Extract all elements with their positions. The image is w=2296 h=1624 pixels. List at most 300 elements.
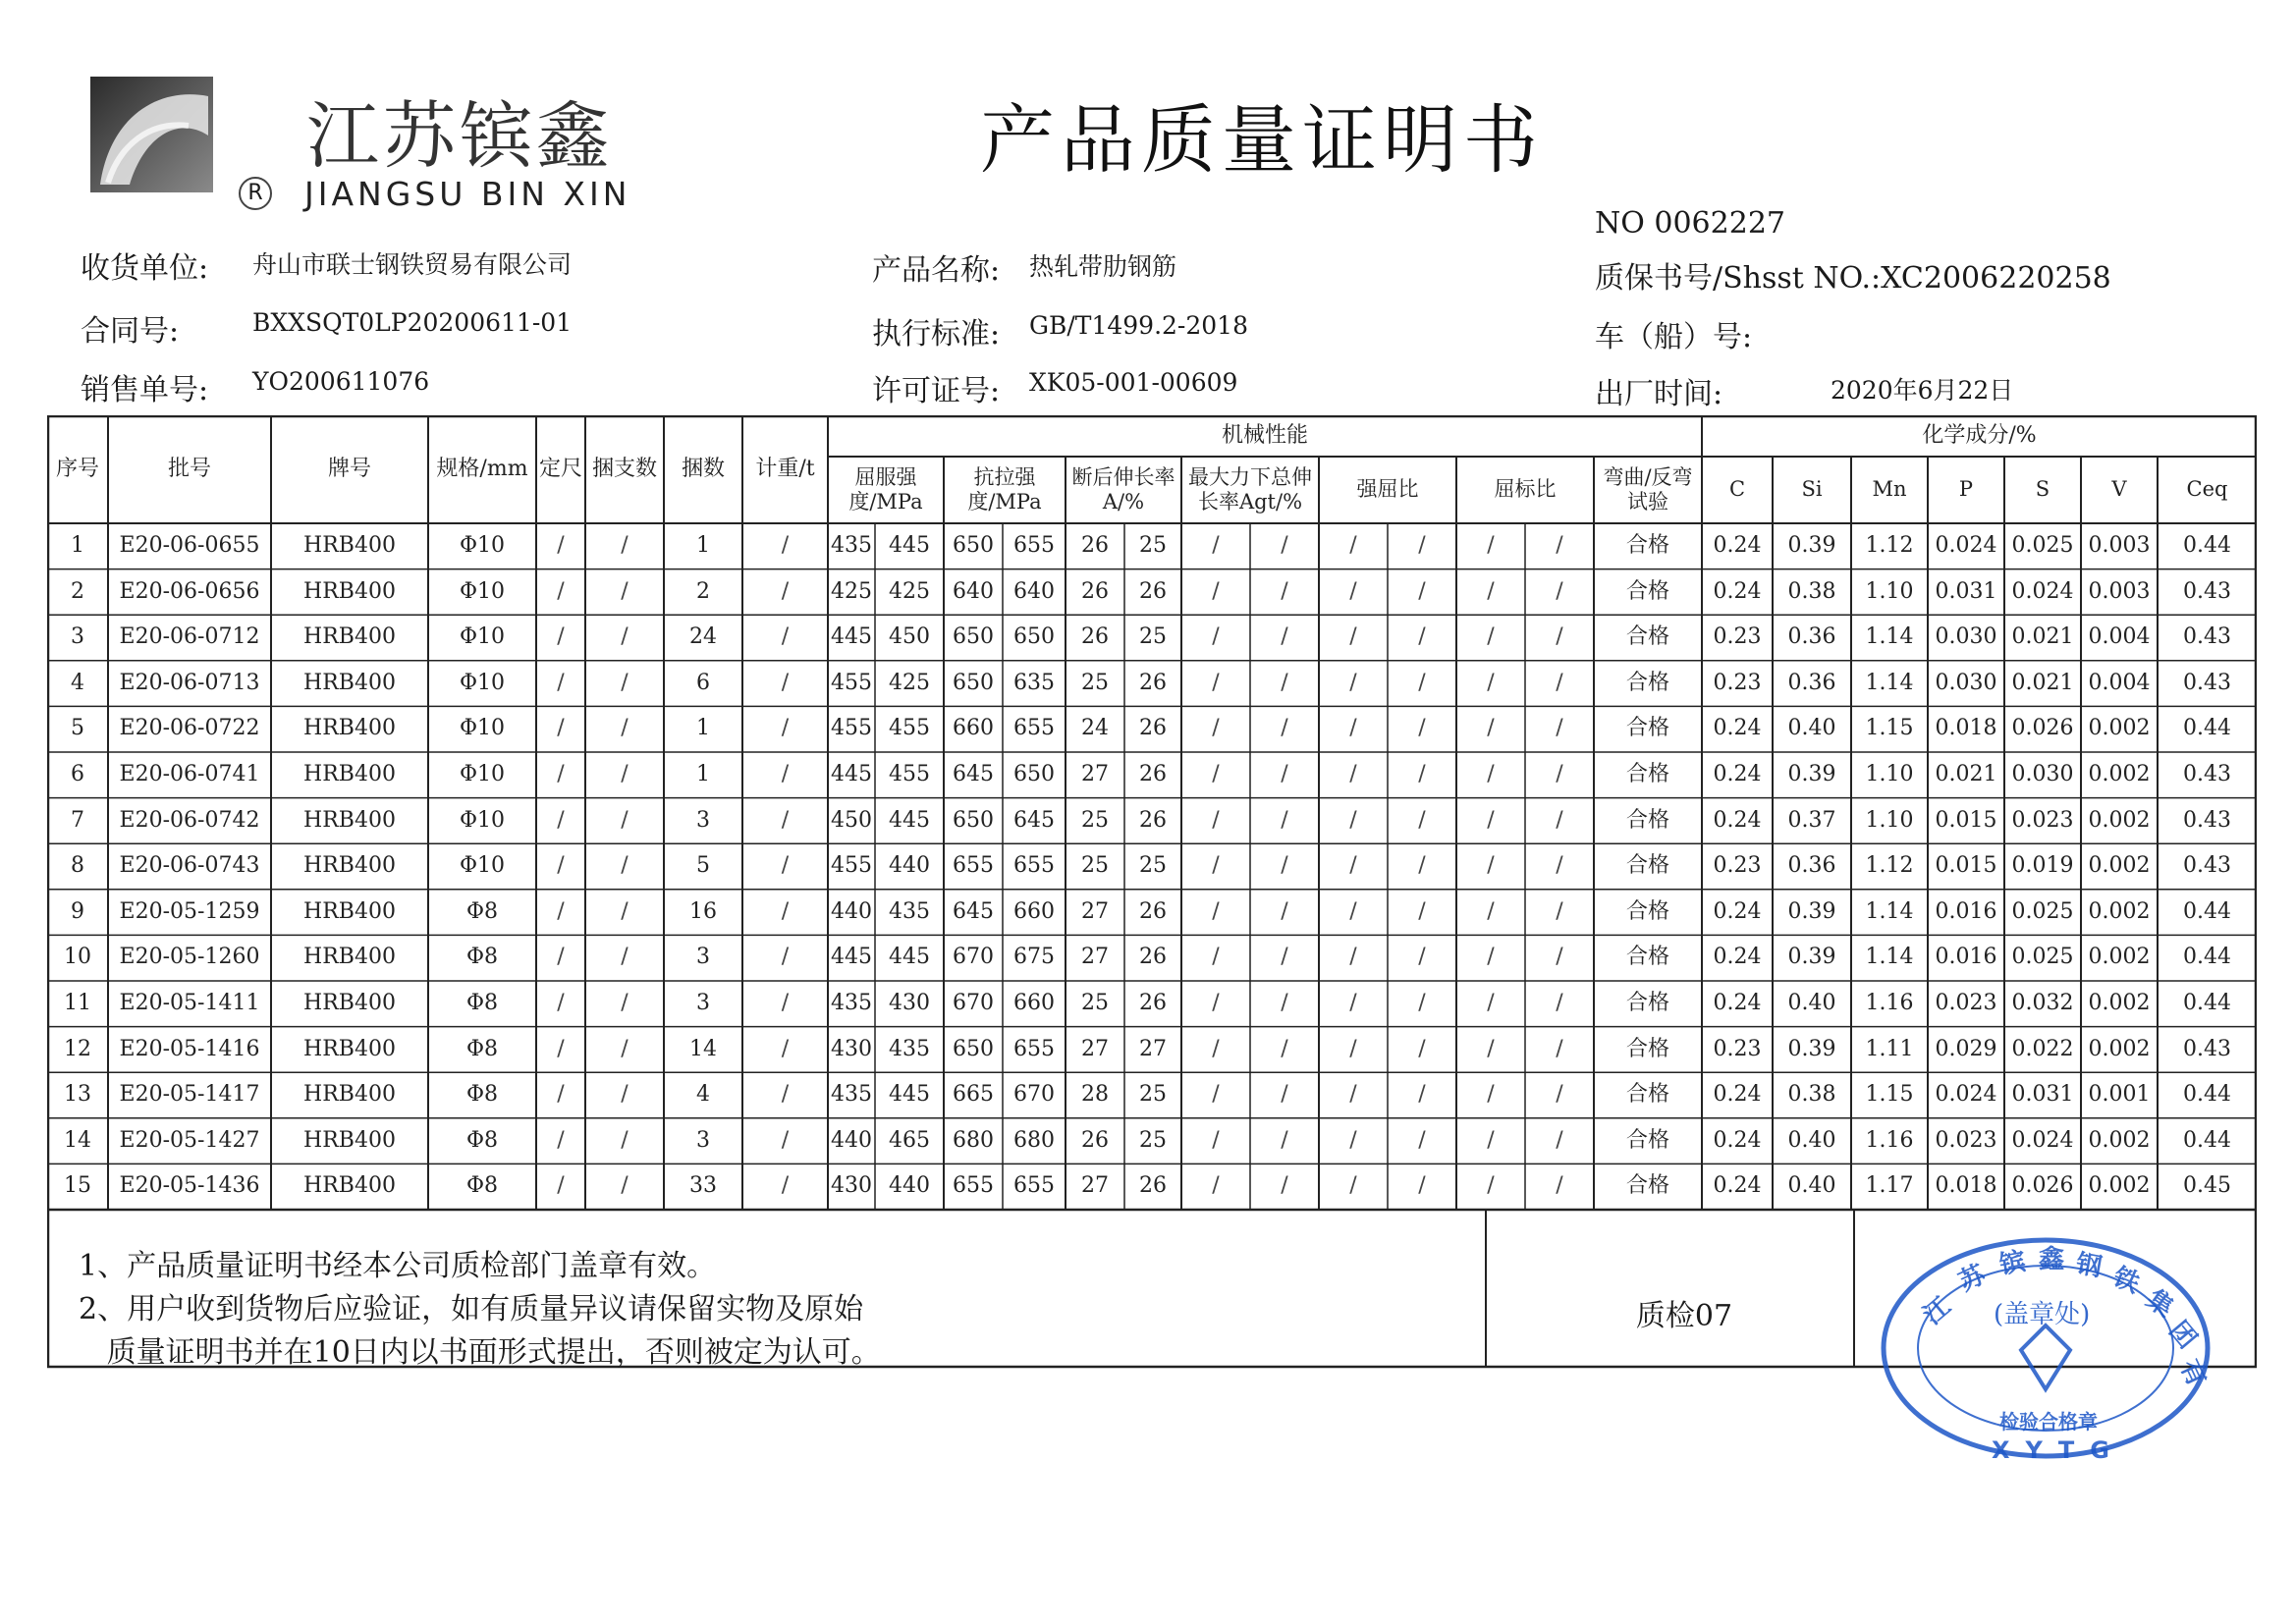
cell-bc: /: [621, 533, 629, 559]
group-header-chemical: 化学成分/%: [1922, 422, 2037, 448]
cell-a1: /: [1212, 670, 1220, 695]
column-header-weight: 计重/t: [755, 456, 815, 481]
cell-bundles: 3: [696, 991, 710, 1016]
cell-y1: 445: [831, 624, 872, 650]
cell-weight: /: [781, 1036, 790, 1061]
cell-e2: 26: [1139, 670, 1167, 695]
cell-Mn: 1.17: [1865, 1173, 1914, 1199]
cell-Ceq: 0.45: [2183, 1173, 2231, 1199]
cell-a2: /: [1281, 991, 1288, 1016]
column-header-tensile: 抗拉强度/MPa: [967, 464, 1042, 514]
svg-text:江: 江: [1918, 1291, 1957, 1331]
cell-V: 0.002: [2088, 716, 2151, 741]
cell-e1: 27: [1081, 1173, 1109, 1199]
cell-e2: 25: [1139, 1127, 1167, 1153]
cell-bend: 合格: [1625, 991, 1669, 1016]
cell-bundles: 3: [696, 807, 710, 833]
cell-fixed: /: [557, 578, 565, 604]
cell-r1: /: [1349, 853, 1357, 879]
cell-t2: 675: [1013, 945, 1055, 970]
cell-C: 0.24: [1713, 991, 1762, 1016]
cell-e2: 25: [1139, 853, 1167, 879]
column-header-Ceq: Ceq: [2186, 477, 2228, 502]
cell-weight: /: [781, 853, 790, 879]
cell-Si: 0.36: [1787, 853, 1836, 879]
cell-t1: 655: [953, 853, 994, 879]
column-header-bundles: 捆数: [681, 456, 725, 481]
cell-V: 0.004: [2088, 624, 2151, 650]
cell-S: 0.025: [2011, 945, 2074, 970]
cell-a2: /: [1281, 853, 1288, 879]
cell-Ceq: 0.43: [2183, 578, 2231, 604]
cell-Ceq: 0.44: [2183, 716, 2231, 741]
cell-bend: 合格: [1625, 670, 1669, 695]
cell-t2: 655: [1013, 533, 1055, 559]
cell-t2: 660: [1013, 898, 1055, 924]
cell-r1: /: [1349, 898, 1357, 924]
cell-y1: 445: [831, 762, 872, 787]
cell-spec: Φ8: [465, 1173, 499, 1199]
cell-P: 0.024: [1935, 533, 1997, 559]
cell-y2: 435: [889, 1036, 930, 1061]
cell-bc: /: [621, 1082, 629, 1108]
cell-y1: 425: [831, 578, 872, 604]
cell-bc: /: [621, 670, 629, 695]
cell-batch: E20-05-1417: [119, 1082, 260, 1108]
cell-r1: /: [1349, 670, 1357, 695]
cell-bundles: 4: [696, 1082, 710, 1108]
cell-C: 0.24: [1713, 578, 1762, 604]
cell-Ceq: 0.43: [2183, 670, 2231, 695]
cell-q1: /: [1487, 624, 1495, 650]
stamp-placeholder: (盖章处): [1994, 1300, 2091, 1329]
column-header-S: S: [2035, 477, 2050, 502]
cell-t1: 650: [953, 1036, 994, 1061]
cell-C: 0.23: [1713, 670, 1762, 695]
cell-t1: 660: [953, 716, 994, 741]
cell-P: 0.023: [1935, 991, 1997, 1016]
cell-a2: /: [1281, 1127, 1288, 1153]
cell-r2: /: [1418, 762, 1426, 787]
cell-a1: /: [1212, 945, 1220, 970]
cell-weight: /: [781, 1127, 790, 1153]
cell-grade: HRB400: [303, 807, 396, 833]
cell-Si: 0.39: [1787, 533, 1836, 559]
cell-C: 0.24: [1713, 1127, 1762, 1153]
cell-r1: /: [1349, 716, 1357, 741]
cell-bend: 合格: [1625, 807, 1669, 833]
cell-bc: /: [621, 991, 629, 1016]
cell-weight: /: [781, 898, 790, 924]
cell-spec: Φ10: [459, 533, 506, 559]
cell-q1: /: [1487, 578, 1495, 604]
cell-fixed: /: [557, 762, 565, 787]
cell-bend: 合格: [1625, 762, 1669, 787]
cell-fixed: /: [557, 533, 565, 559]
cell-y1: 455: [831, 716, 872, 741]
cell-Si: 0.37: [1787, 807, 1836, 833]
cell-r2: /: [1418, 533, 1426, 559]
consignee-label: 收货单位:: [81, 251, 209, 286]
cell-V: 0.002: [2088, 1173, 2151, 1199]
cell-fixed: /: [557, 1127, 565, 1153]
cell-bend: 合格: [1625, 533, 1669, 559]
cell-e2: 25: [1139, 1082, 1167, 1108]
cell-bend: 合格: [1625, 853, 1669, 879]
cell-spec: Φ10: [459, 716, 506, 741]
cell-q2: /: [1556, 898, 1563, 924]
cell-C: 0.23: [1713, 853, 1762, 879]
cell-t2: 680: [1013, 1127, 1055, 1153]
cell-batch: E20-05-1411: [119, 991, 260, 1016]
cell-e2: 26: [1139, 945, 1167, 970]
cell-e1: 27: [1081, 1036, 1109, 1061]
cell-e1: 25: [1081, 670, 1109, 695]
cell-y2: 445: [889, 1082, 930, 1108]
cell-grade: HRB400: [303, 1173, 396, 1199]
column-header-seq: 序号: [55, 456, 99, 481]
cell-grade: HRB400: [303, 716, 396, 741]
vehicle-row: [1595, 312, 1752, 355]
cell-a2: /: [1281, 1036, 1288, 1061]
cell-y1: 435: [831, 991, 872, 1016]
cell-r2: /: [1418, 945, 1426, 970]
cell-bc: /: [621, 945, 629, 970]
cell-bend: 合格: [1625, 716, 1669, 741]
cell-a1: /: [1212, 991, 1220, 1016]
cell-r2: /: [1418, 1082, 1426, 1108]
cell-r2: /: [1418, 624, 1426, 650]
cell-a1: /: [1212, 1173, 1220, 1199]
cell-P: 0.016: [1935, 945, 1997, 970]
cell-P: 0.018: [1935, 1173, 1997, 1199]
cell-y2: 440: [889, 853, 930, 879]
cell-Ceq: 0.43: [2183, 807, 2231, 833]
cell-y2: 455: [889, 762, 930, 787]
cell-t1: 650: [953, 533, 994, 559]
standard-label: 执行标准:: [872, 317, 1001, 352]
cell-grade: HRB400: [303, 670, 396, 695]
cell-weight: /: [781, 716, 790, 741]
contract-row: [81, 306, 573, 350]
cell-t2: 655: [1013, 1036, 1055, 1061]
cell-a2: /: [1281, 1082, 1288, 1108]
cell-t2: 660: [1013, 991, 1055, 1016]
cell-batch: E20-06-0743: [119, 853, 260, 879]
cell-batch: E20-05-1436: [119, 1173, 260, 1199]
cell-S: 0.032: [2011, 991, 2074, 1016]
cell-a1: /: [1212, 1082, 1220, 1108]
column-header-ratio_strength: 强屈比: [1356, 477, 1419, 502]
cell-grade: HRB400: [303, 898, 396, 924]
cell-V: 0.003: [2088, 578, 2151, 604]
cell-Ceq: 0.44: [2183, 991, 2231, 1016]
column-header-spec: 规格/mm: [436, 456, 528, 481]
cell-batch: E20-05-1260: [119, 945, 260, 970]
cell-Mn: 1.14: [1865, 624, 1914, 650]
cell-spec: Φ8: [465, 1082, 499, 1108]
cell-C: 0.24: [1713, 533, 1762, 559]
cell-Mn: 1.12: [1865, 533, 1914, 559]
cell-Ceq: 0.43: [2183, 1036, 2231, 1061]
cell-grade: HRB400: [303, 1127, 396, 1153]
cell-batch: E20-06-0712: [119, 624, 260, 650]
cell-a2: /: [1281, 945, 1288, 970]
cell-Si: 0.36: [1787, 624, 1836, 650]
cell-t1: 645: [953, 898, 994, 924]
cell-batch: E20-05-1259: [119, 898, 260, 924]
cell-r2: /: [1418, 670, 1426, 695]
vehicle-label: 车（船）号:: [1595, 320, 1753, 354]
cell-q2: /: [1556, 716, 1563, 741]
cell-y2: 455: [889, 716, 930, 741]
cell-r2: /: [1418, 807, 1426, 833]
column-header-yield: 屈服强度/MPa: [848, 464, 923, 514]
company-name-en: JIANGSU BIN XIN: [304, 175, 631, 213]
cell-batch: E20-06-0656: [119, 578, 260, 604]
contract-value: BXXSQT0LP20200611-01: [252, 308, 573, 337]
cell-S: 0.024: [2011, 1127, 2074, 1153]
cell-q1: /: [1487, 1127, 1495, 1153]
cell-C: 0.24: [1713, 1173, 1762, 1199]
cell-e2: 26: [1139, 578, 1167, 604]
cell-t1: 650: [953, 624, 994, 650]
cell-V: 0.002: [2088, 762, 2151, 787]
cell-t2: 650: [1013, 624, 1055, 650]
cell-bundles: 14: [689, 1036, 717, 1061]
cell-V: 0.003: [2088, 533, 2151, 559]
cell-bend: 合格: [1625, 578, 1669, 604]
cell-e1: 26: [1081, 1127, 1109, 1153]
cell-spec: Φ10: [459, 762, 506, 787]
cell-a2: /: [1281, 533, 1288, 559]
svg-text:铁: 铁: [2108, 1262, 2144, 1300]
cell-S: 0.019: [2011, 853, 2074, 879]
cell-a2: /: [1281, 1173, 1288, 1199]
cell-seq: 11: [64, 991, 91, 1016]
cell-S: 0.026: [2011, 716, 2074, 741]
sales-label: 销售单号:: [81, 373, 209, 407]
cell-e2: 26: [1139, 807, 1167, 833]
cell-r1: /: [1349, 762, 1357, 787]
cell-seq: 6: [71, 762, 84, 787]
cell-r1: /: [1349, 1127, 1357, 1153]
cell-r1: /: [1349, 1173, 1357, 1199]
column-header-grade: 牌号: [327, 456, 371, 481]
cell-y1: 440: [831, 1127, 872, 1153]
cell-bc: /: [621, 853, 629, 879]
cell-weight: /: [781, 670, 790, 695]
cell-a2: /: [1281, 716, 1288, 741]
cell-weight: /: [781, 945, 790, 970]
cell-fixed: /: [557, 670, 565, 695]
company-name-cn: 江苏镔鑫: [306, 94, 613, 179]
cell-r2: /: [1418, 898, 1426, 924]
cell-bc: /: [621, 716, 629, 741]
cell-seq: 7: [71, 807, 84, 833]
cell-C: 0.24: [1713, 945, 1762, 970]
cell-q1: /: [1487, 945, 1495, 970]
cell-a2: /: [1281, 578, 1288, 604]
cell-e2: 25: [1139, 624, 1167, 650]
qc-label: 质检07: [1635, 1299, 1733, 1333]
cell-r1: /: [1349, 1036, 1357, 1061]
cell-S: 0.023: [2011, 807, 2074, 833]
cell-seq: 10: [64, 945, 91, 970]
svg-text:鑫: 鑫: [2039, 1245, 2065, 1274]
cell-C: 0.24: [1713, 1082, 1762, 1108]
cell-P: 0.024: [1935, 1082, 1997, 1108]
cell-fixed: /: [557, 1173, 565, 1199]
cell-q2: /: [1556, 578, 1563, 604]
cell-V: 0.002: [2088, 945, 2151, 970]
cell-bend: 合格: [1625, 898, 1669, 924]
cell-bundles: 1: [696, 762, 710, 787]
cell-t2: 655: [1013, 716, 1055, 741]
cell-t2: 640: [1013, 578, 1055, 604]
cell-S: 0.021: [2011, 624, 2074, 650]
cell-fixed: /: [557, 898, 565, 924]
cell-seq: 8: [71, 853, 84, 879]
cell-seq: 12: [64, 1036, 91, 1061]
cell-Si: 0.40: [1787, 991, 1836, 1016]
company-logo-icon: [90, 77, 213, 192]
cell-spec: Φ8: [465, 1127, 499, 1153]
cell-r2: /: [1418, 1173, 1426, 1199]
svg-text:苏: 苏: [1954, 1260, 1991, 1298]
cell-bend: 合格: [1625, 1036, 1669, 1061]
cell-S: 0.024: [2011, 578, 2074, 604]
cell-y2: 445: [889, 945, 930, 970]
cell-fixed: /: [557, 1036, 565, 1061]
cell-bundles: 1: [696, 716, 710, 741]
license-label: 许可证号:: [872, 374, 1001, 408]
column-header-bend: 弯曲/反弯试验: [1603, 464, 1693, 514]
cell-Ceq: 0.44: [2183, 533, 2231, 559]
cell-V: 0.002: [2088, 853, 2151, 879]
cell-y2: 450: [889, 624, 930, 650]
cell-q1: /: [1487, 807, 1495, 833]
cell-seq: 2: [71, 578, 84, 604]
cell-a1: /: [1212, 853, 1220, 879]
cell-batch: E20-06-0741: [119, 762, 260, 787]
product-row: [872, 245, 1177, 289]
cell-C: 0.24: [1713, 807, 1762, 833]
cell-t1: 650: [953, 670, 994, 695]
cell-y1: 450: [831, 807, 872, 833]
cell-e2: 26: [1139, 716, 1167, 741]
column-header-V: V: [2111, 477, 2127, 502]
cell-bundles: 1: [696, 533, 710, 559]
cell-q1: /: [1487, 1173, 1495, 1199]
cell-Mn: 1.11: [1865, 1036, 1914, 1061]
cell-seq: 1: [71, 533, 84, 559]
cell-P: 0.030: [1935, 624, 1997, 650]
cell-y1: 430: [831, 1036, 872, 1061]
cell-bundles: 24: [689, 624, 717, 650]
cell-Si: 0.40: [1787, 1127, 1836, 1153]
notes: [79, 1245, 881, 1375]
cell-S: 0.025: [2011, 533, 2074, 559]
cell-C: 0.24: [1713, 716, 1762, 741]
cell-e2: 25: [1139, 533, 1167, 559]
cell-r2: /: [1418, 1036, 1426, 1061]
cell-Si: 0.39: [1787, 1036, 1836, 1061]
cell-batch: E20-06-0713: [119, 670, 260, 695]
cell-t2: 670: [1013, 1082, 1055, 1108]
cell-e1: 25: [1081, 807, 1109, 833]
cell-fixed: /: [557, 1082, 565, 1108]
cell-weight: /: [781, 533, 790, 559]
cell-e1: 26: [1081, 578, 1109, 604]
cell-q1: /: [1487, 762, 1495, 787]
cell-fixed: /: [557, 945, 565, 970]
cell-q2: /: [1556, 853, 1563, 879]
cell-V: 0.004: [2088, 670, 2151, 695]
cell-P: 0.015: [1935, 853, 1997, 879]
cell-a1: /: [1212, 624, 1220, 650]
cell-batch: E20-05-1427: [119, 1127, 260, 1153]
cell-bundles: 3: [696, 1127, 710, 1153]
cell-e2: 26: [1139, 1173, 1167, 1199]
date-row: [1595, 369, 2014, 412]
cell-r2: /: [1418, 716, 1426, 741]
cell-r1: /: [1349, 807, 1357, 833]
cell-r1: /: [1349, 533, 1357, 559]
registered-mark: R: [239, 177, 272, 210]
cell-P: 0.030: [1935, 670, 1997, 695]
svg-text:检验合格章: 检验合格章: [1999, 1410, 2098, 1434]
note-line: 1、产品质量证明书经本公司质检部门盖章有效。: [79, 1249, 717, 1283]
cell-seq: 15: [64, 1173, 91, 1199]
cell-grade: HRB400: [303, 762, 396, 787]
cell-q2: /: [1556, 624, 1563, 650]
cell-a2: /: [1281, 670, 1288, 695]
group-header-mechanical: 机械性能: [1221, 422, 1308, 448]
cell-r1: /: [1349, 578, 1357, 604]
cell-y1: 445: [831, 945, 872, 970]
cell-a2: /: [1281, 624, 1288, 650]
cell-Ceq: 0.44: [2183, 1082, 2231, 1108]
cell-y1: 430: [831, 1173, 872, 1199]
serial-number: NO 0062227: [1595, 206, 1785, 241]
cell-a1: /: [1212, 762, 1220, 787]
cell-weight: /: [781, 624, 790, 650]
cell-q2: /: [1556, 991, 1563, 1016]
cell-Si: 0.40: [1787, 1173, 1836, 1199]
cell-y2: 440: [889, 1173, 930, 1199]
date-label: 出厂时间:: [1595, 377, 1723, 411]
cell-e1: 26: [1081, 533, 1109, 559]
cell-q2: /: [1556, 807, 1563, 833]
note-line: 2、用户收到货物后应验证，如有质量异议请保留实物及原始: [79, 1292, 864, 1326]
cell-weight: /: [781, 762, 790, 787]
cell-q2: /: [1556, 533, 1563, 559]
cell-r1: /: [1349, 624, 1357, 650]
cell-bc: /: [621, 624, 629, 650]
cell-bc: /: [621, 578, 629, 604]
cell-e2: 26: [1139, 762, 1167, 787]
cell-fixed: /: [557, 807, 565, 833]
svg-text:镔: 镔: [1997, 1246, 2028, 1280]
standard-row: [872, 309, 1248, 352]
cell-grade: HRB400: [303, 1082, 396, 1108]
cell-Mn: 1.16: [1865, 991, 1914, 1016]
cell-t1: 645: [953, 762, 994, 787]
cell-Ceq: 0.44: [2183, 945, 2231, 970]
cell-t2: 655: [1013, 1173, 1055, 1199]
cell-a1: /: [1212, 716, 1220, 741]
